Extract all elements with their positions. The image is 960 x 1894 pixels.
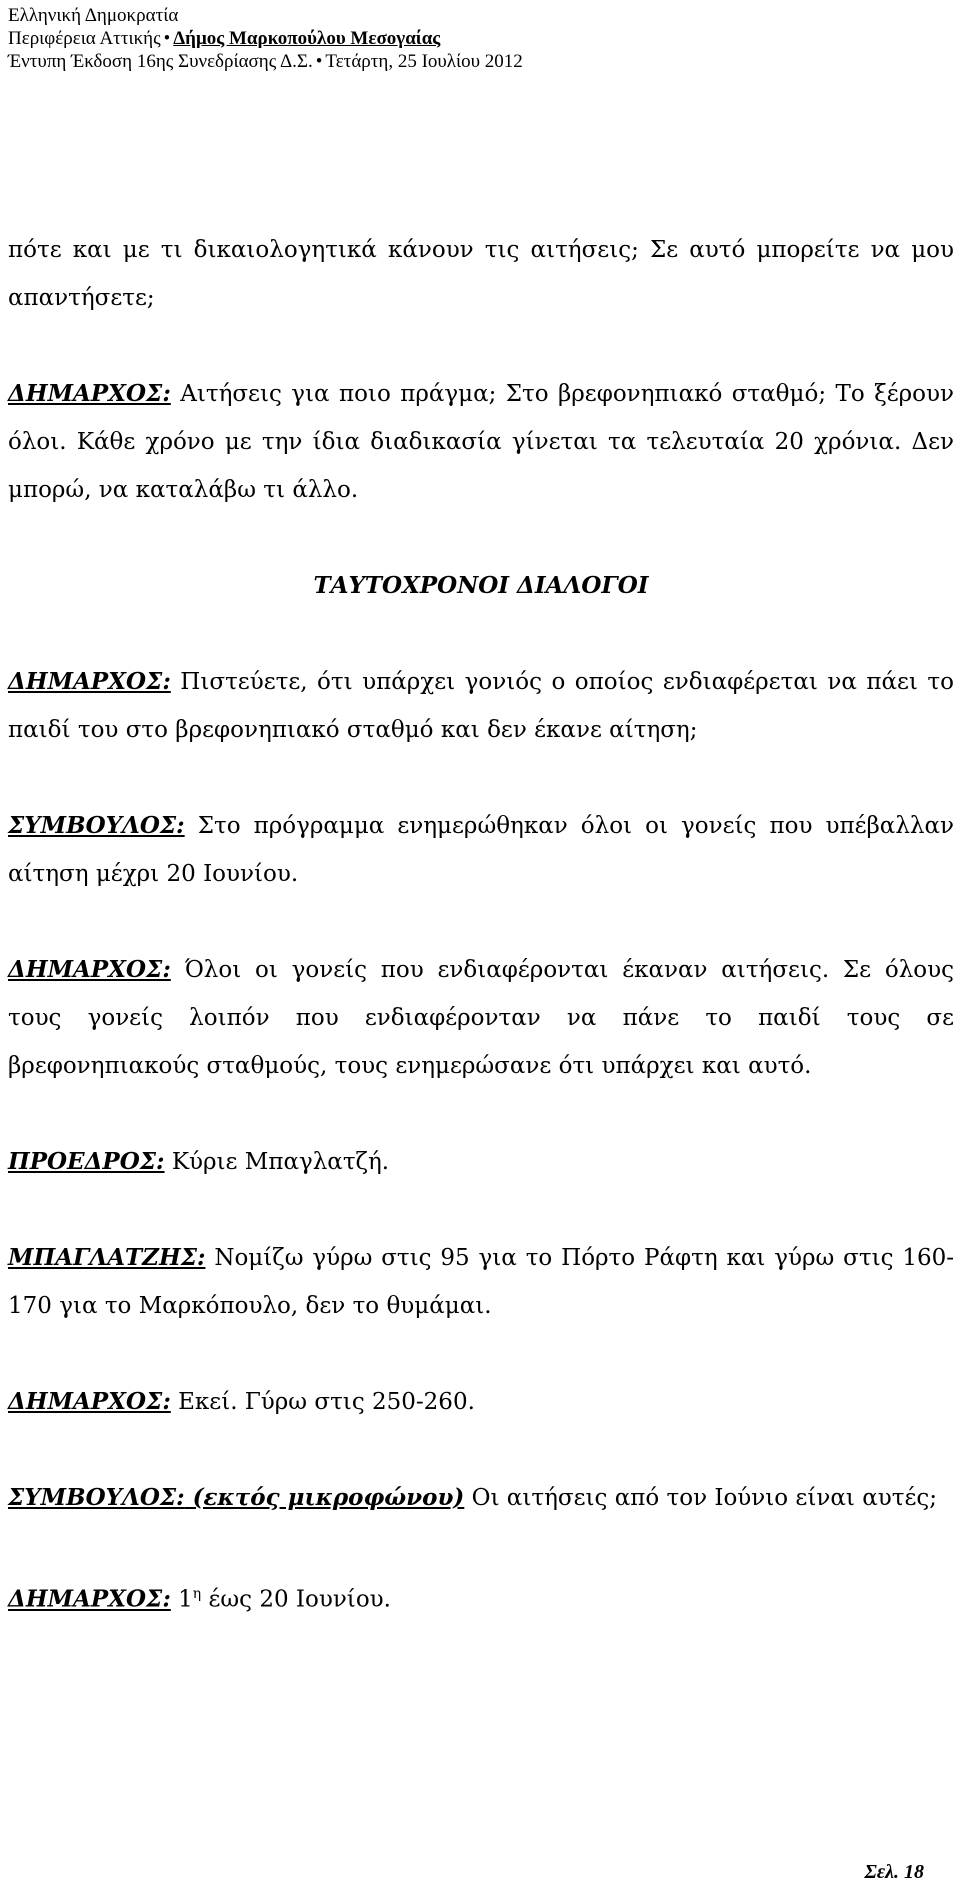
header-line-region [8, 27, 523, 50]
paragraph-text: Εκεί. Γύρω στις 250-260. [170, 1389, 475, 1415]
speaker-label: ΔΗΜΑΡΧΟΣ: [8, 380, 171, 407]
header-line-session [8, 50, 523, 73]
paragraph-text: έως 20 Ιουνίου. [201, 1586, 391, 1613]
ordinal-superscript: η [192, 1586, 202, 1602]
speaker-label: ΔΗΜΑΡΧΟΣ: [8, 1585, 171, 1613]
paragraph-10 [8, 1570, 954, 1624]
paragraph-4 [8, 802, 954, 898]
bullet-separator: • [315, 51, 323, 72]
paragraph-2 [8, 370, 954, 514]
section-heading: ΤΑΥΤΟΧΡΟΝΟΙ ΔΙΑΛΟΓΟΙ [313, 572, 649, 599]
paragraph-text: Στο πρόγραμμα ενημερώθηκαν όλοι οι γονείς που υπέβαλλαν αίτηση μέχρι 20 Ιουνίου. [8, 813, 954, 887]
stage-note: (εκτός μικροφώνου) [184, 1484, 465, 1511]
header-region: Περιφέρεια Αττικής [8, 28, 161, 49]
municipality-link[interactable]: Δήμος Μαρκοπούλου Μεσογαίας [173, 28, 441, 49]
page-number: Σελ. 18 [864, 1861, 924, 1883]
paragraph-text: Κύριε Μπαγλατζή. [164, 1149, 390, 1175]
header-session: Έντυπη Έκδοση 16ης Συνεδρίασης Δ.Σ. [8, 51, 313, 72]
paragraph-text: Αιτήσεις για ποιο πράγμα; Στο βρεφονηπιακό σταθμό; Το ξέρουν όλοι. Κάθε χρόνο με την ίδια διαδικασία γίνεται τα τελευταία 20 χρόνια. Δεν μπορώ, να καταλάβω τι άλλο. [8, 381, 954, 503]
paragraph-1 [8, 226, 954, 322]
paragraph-7 [8, 1234, 954, 1330]
speaker-label: ΣΥΜΒΟΥΛΟΣ: [8, 1484, 185, 1511]
speaker-label: ΜΠΑΓΛΑΤΖΗΣ: [8, 1244, 206, 1271]
paragraph-text: Πιστεύετε, ότι υπάρχει γονιός ο οποίος ενδιαφέρεται να πάει το παιδί του στο βρεφονηπιακό σταθμό και δεν έκανε αίτηση; [8, 669, 954, 743]
paragraph-9 [8, 1474, 954, 1522]
minutes-body [8, 226, 954, 1672]
paragraph-text: Οι αιτήσεις από τον Ιούνιο είναι αυτές; [464, 1485, 937, 1511]
bullet-separator: • [163, 28, 171, 49]
paragraph-text: 1 [170, 1586, 193, 1613]
paragraph-text: πότε και με τι δικαιολογητικά κάνουν τις αιτήσεις; Σε αυτό μπορείτε να μου απαντήσετε; [8, 237, 954, 311]
paragraph-text: Όλοι οι γονείς που ενδιαφέρονται έκαναν αιτήσεις. Σε όλους τους γονείς λοιπόν που ενδιαφέρονταν να πάνε το παιδί τους σε βρεφονηπιακούς σταθμούς, τους ενημερώσανε ότι υπάρχει και αυτό. [8, 957, 954, 1079]
speaker-label: ΣΥΜΒΟΥΛΟΣ: [8, 812, 185, 839]
paragraph-5 [8, 946, 954, 1090]
paragraph-8 [8, 1378, 954, 1426]
document-header [8, 4, 523, 73]
header-date: Τετάρτη, 25 Ιουλίου 2012 [325, 51, 523, 72]
speaker-label: ΔΗΜΑΡΧΟΣ: [8, 1388, 171, 1415]
paragraph-6 [8, 1138, 954, 1186]
speaker-label: ΔΗΜΑΡΧΟΣ: [8, 668, 171, 695]
speaker-label: ΔΗΜΑΡΧΟΣ: [8, 956, 171, 983]
paragraph-text: Νομίζω γύρω στις 95 για το Πόρτο Ράφτη και γύρω στις 160-170 για το Μαρκόπουλο, δεν το θυμάμαι. [8, 1245, 954, 1319]
header-line-republic: Ελληνική Δημοκρατία [8, 5, 179, 26]
speaker-label: ΠΡΟΕΔΡΟΣ: [8, 1148, 165, 1175]
paragraph-3 [8, 658, 954, 754]
